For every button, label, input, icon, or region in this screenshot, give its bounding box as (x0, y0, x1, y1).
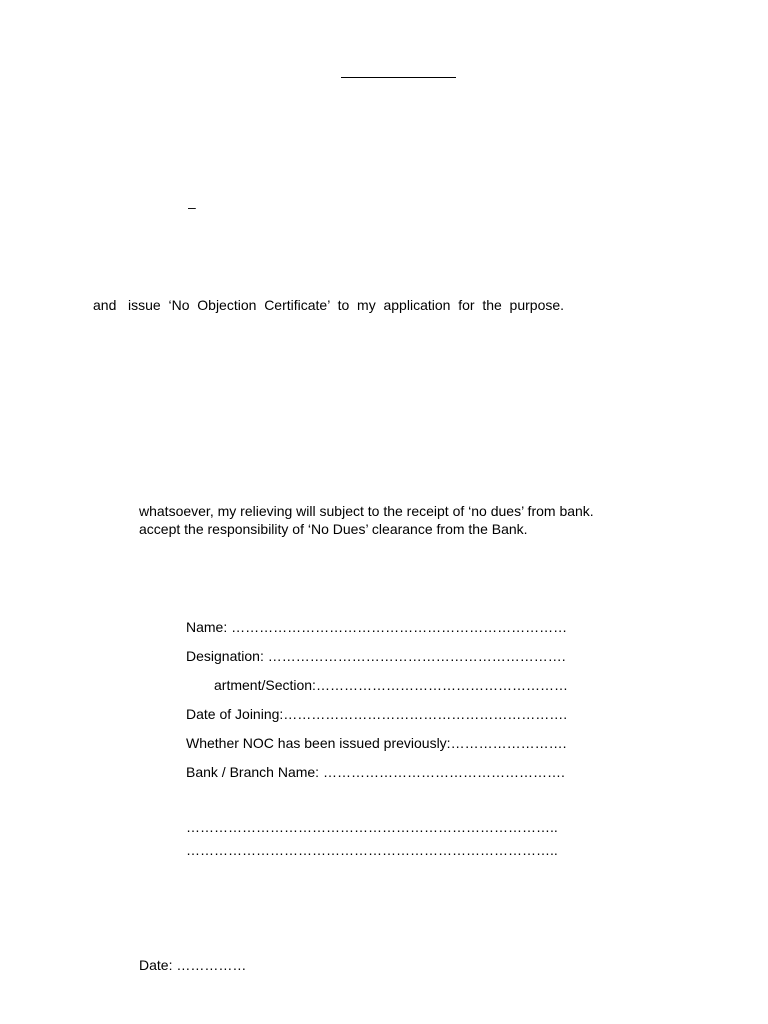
relieving-condition-line: whatsoever, my relieving will subject to the receipt of ‘no dues’ from bank. (139, 503, 594, 519)
heading-underline (341, 77, 456, 78)
noc-previously-issued-field: Whether NOC has been issued previously:……………………. (186, 735, 567, 751)
blank-line: …………………………………………………………………….. (186, 819, 558, 835)
designation-field: Designation: ………………………………………………………. (186, 648, 566, 664)
dash-mark: – (188, 199, 196, 215)
noc-request-text: and issue ‘No Objection Certificate’ to my application for the purpose. (93, 297, 565, 313)
date-of-joining-field: Date of Joining:……………………………………………………. (186, 706, 568, 722)
blank-line: …………………………………………………………………….. (186, 842, 558, 858)
no-dues-responsibility-line: accept the responsibility of ‘No Dues’ clearance from the Bank. (139, 521, 528, 537)
name-field: Name: ……………………………………………………………… (186, 619, 568, 635)
department-section-field: artment/Section:……………………………………………… (214, 677, 568, 693)
bank-branch-name-field: Bank / Branch Name: ……………………………………………. (186, 764, 565, 780)
date-field: Date: …………… (139, 957, 247, 973)
